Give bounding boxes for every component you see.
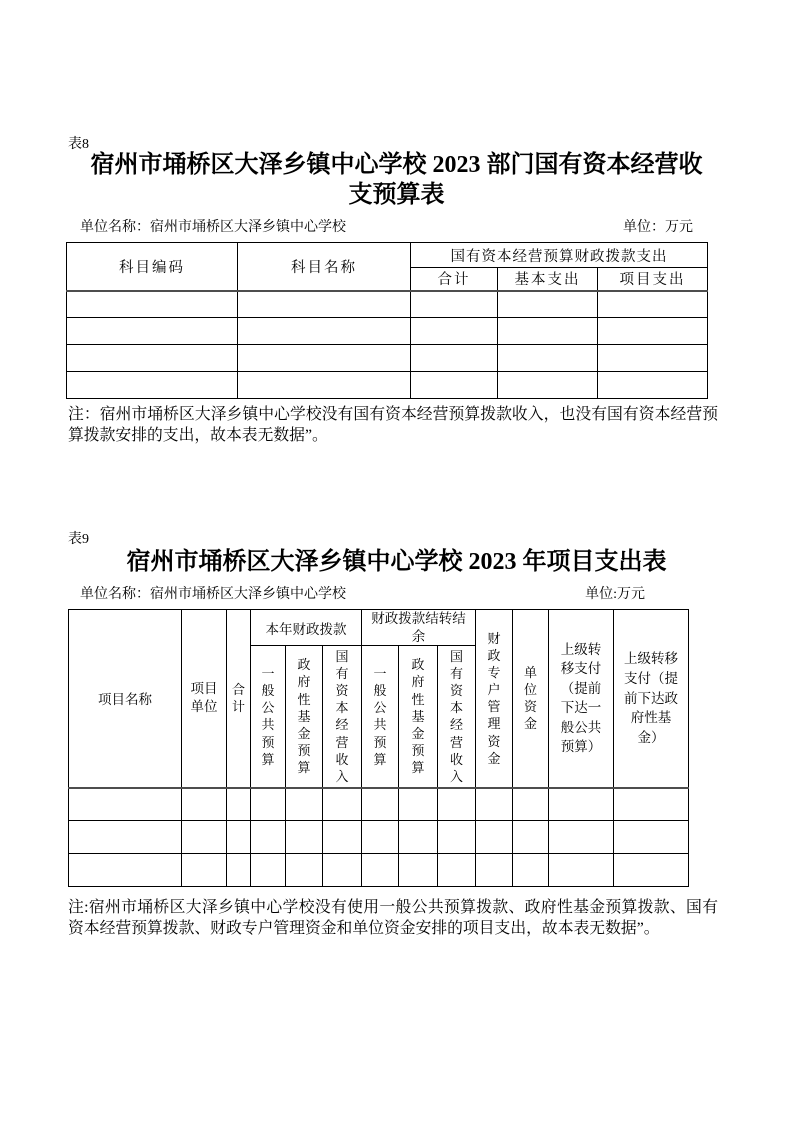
t8-col-subject-code: 科目编码 — [67, 243, 238, 291]
t9-empty-cell — [549, 854, 614, 887]
t9-col-state-capital-income-label: 国有资本经营收入 — [335, 648, 349, 784]
t9-empty-cell — [476, 821, 513, 854]
table9-meta-row — [80, 583, 645, 603]
t8-empty-cell — [411, 345, 498, 372]
t9-empty-cell — [251, 821, 286, 854]
t8-group-state-capital-expense: 国有资本经营预算财政拨款支出 — [411, 243, 708, 268]
table8-unit-name: 单位名称：宿州市埇桥区大泽乡镇中心学校 — [80, 220, 346, 235]
t9-col-project-unit-label: 项目单位 — [190, 681, 218, 715]
t8-empty-cell — [67, 372, 238, 399]
t9-group-carryover-label: 财政拨款结转结余 — [371, 611, 466, 644]
t8-empty-cell — [67, 318, 238, 345]
t8-empty-cell — [411, 372, 498, 399]
t8-col-basic-expense: 基本支出 — [498, 268, 598, 291]
t9-col-unit-funds — [513, 610, 549, 788]
t9-col-project-name: 项目名称 — [69, 610, 182, 788]
t8-empty-cell — [498, 372, 598, 399]
t8-empty-cell — [238, 318, 411, 345]
t9-col-state-capital-income-carryover — [438, 646, 476, 788]
t8-header-row-1 — [67, 243, 708, 268]
t9-empty-cell — [399, 854, 438, 887]
t9-col-fiscal-special-account-label: 财政专户管理资金 — [487, 630, 501, 766]
t9-group-carryover — [362, 610, 476, 646]
t9-col-total-label: 合计 — [231, 682, 245, 715]
t9-empty-cell — [323, 854, 362, 887]
table8-title: 宿州市埇桥区大泽乡镇中心学校 2023 部门国有资本经营收支预算表 — [90, 152, 703, 208]
t9-col-fiscal-special-account — [476, 610, 513, 788]
t9-col-general-budget — [251, 646, 286, 788]
table8-meta-row — [80, 216, 693, 236]
t9-col-general-budget-carryover-label: 一般公共预算 — [373, 665, 387, 767]
t8-col-project-expense: 项目支出 — [598, 268, 708, 291]
t8-empty-row — [67, 291, 708, 318]
t8-empty-cell — [238, 345, 411, 372]
t9-empty-cell — [399, 821, 438, 854]
t9-col-state-capital-income-carryover-label: 国有资本经营收入 — [449, 648, 463, 784]
t9-empty-cell — [251, 854, 286, 887]
table9 — [68, 609, 689, 887]
t9-empty-cell — [476, 788, 513, 821]
t9-col-transfer-general-label: 上级转移支付（提前下达一般公共预算） — [560, 641, 602, 755]
t9-empty-cell — [362, 821, 399, 854]
t9-empty-cell — [227, 854, 251, 887]
t9-empty-cell — [362, 788, 399, 821]
t9-empty-cell — [69, 821, 182, 854]
t9-empty-row — [69, 788, 689, 821]
t9-empty-cell — [182, 821, 227, 854]
t9-col-general-budget-carryover — [362, 646, 399, 788]
t9-col-transfer-fund — [614, 610, 689, 788]
t9-col-gov-fund-budget — [286, 646, 323, 788]
t9-empty-cell — [438, 854, 476, 887]
t9-empty-cell — [286, 788, 323, 821]
t9-header-row-1 — [69, 610, 689, 646]
t9-empty-cell — [438, 821, 476, 854]
t8-empty-cell — [498, 291, 598, 318]
t8-empty-row — [67, 345, 708, 372]
table9-note: 注:宿州市埇桥区大泽乡镇中心学校没有使用一般公共预算拨款、政府性基金预算拨款、国有资本经营预算拨款、财政专户管理资金和单位资金安排的项目支出，故本表无数据”。 — [68, 899, 718, 937]
t9-col-unit-funds-label: 单位资金 — [523, 664, 537, 732]
t9-empty-cell — [227, 821, 251, 854]
t8-empty-cell — [411, 291, 498, 318]
t9-empty-cell — [323, 788, 362, 821]
t9-empty-cell — [182, 854, 227, 887]
table8 — [66, 242, 708, 399]
t9-empty-cell — [251, 788, 286, 821]
t8-empty-cell — [67, 345, 238, 372]
t9-empty-cell — [476, 854, 513, 887]
t9-empty-row — [69, 854, 689, 887]
t9-empty-cell — [549, 788, 614, 821]
t9-empty-cell — [614, 854, 689, 887]
t8-col-total: 合计 — [411, 268, 498, 291]
table9-label: 表9 — [68, 532, 89, 547]
t8-empty-row — [67, 372, 708, 399]
t9-empty-cell — [69, 854, 182, 887]
t9-empty-cell — [614, 788, 689, 821]
t8-empty-cell — [598, 372, 708, 399]
t9-col-transfer-general — [549, 610, 614, 788]
t9-empty-cell — [362, 854, 399, 887]
t9-empty-cell — [399, 788, 438, 821]
t8-col-subject-name: 科目名称 — [238, 243, 411, 291]
table9-unit-name: 单位名称：宿州市埇桥区大泽乡镇中心学校 — [80, 587, 346, 602]
t9-group-current-year-appropriation: 本年财政拨款 — [251, 610, 362, 646]
t8-empty-cell — [598, 318, 708, 345]
t9-empty-cell — [182, 788, 227, 821]
t8-empty-cell — [498, 345, 598, 372]
t9-empty-cell — [323, 821, 362, 854]
t8-empty-cell — [238, 291, 411, 318]
t9-col-general-budget-label: 一般公共预算 — [261, 665, 275, 767]
t9-col-gov-fund-budget-carryover-label: 政府性基金预算 — [411, 657, 425, 776]
t9-empty-cell — [227, 788, 251, 821]
t9-col-total — [227, 610, 251, 788]
t8-empty-cell — [498, 318, 598, 345]
t9-col-project-unit — [182, 610, 227, 788]
t8-empty-row — [67, 318, 708, 345]
t9-empty-cell — [513, 821, 549, 854]
t9-empty-cell — [513, 854, 549, 887]
t9-col-state-capital-income — [323, 646, 362, 788]
t9-col-transfer-fund-label: 上级转移支付（提前下达政府性基金） — [624, 651, 678, 745]
table9-title: 宿州市埇桥区大泽乡镇中心学校 2023 年项目支出表 — [126, 549, 667, 575]
table8-unit: 单位：万元 — [623, 220, 693, 235]
t9-empty-cell — [69, 788, 182, 821]
t9-empty-cell — [513, 788, 549, 821]
t9-col-gov-fund-budget-carryover — [399, 646, 438, 788]
t9-empty-row — [69, 821, 689, 854]
t9-empty-cell — [286, 854, 323, 887]
t9-col-gov-fund-budget-label: 政府性基金预算 — [297, 657, 311, 776]
table8-note: 注：宿州市埇桥区大泽乡镇中心学校没有国有资本经营预算拨款收入，也没有国有资本经营预算拨款安排的支出，故本表无数据”。 — [68, 406, 718, 444]
t8-empty-cell — [238, 372, 411, 399]
t8-empty-cell — [411, 318, 498, 345]
t9-empty-cell — [286, 821, 323, 854]
t8-empty-cell — [598, 345, 708, 372]
t9-empty-cell — [614, 821, 689, 854]
table9-unit: 单位:万元 — [585, 587, 645, 602]
t8-empty-cell — [67, 291, 238, 318]
t9-empty-cell — [549, 821, 614, 854]
t9-empty-cell — [438, 788, 476, 821]
table8-label: 表8 — [68, 137, 89, 152]
t8-empty-cell — [598, 291, 708, 318]
